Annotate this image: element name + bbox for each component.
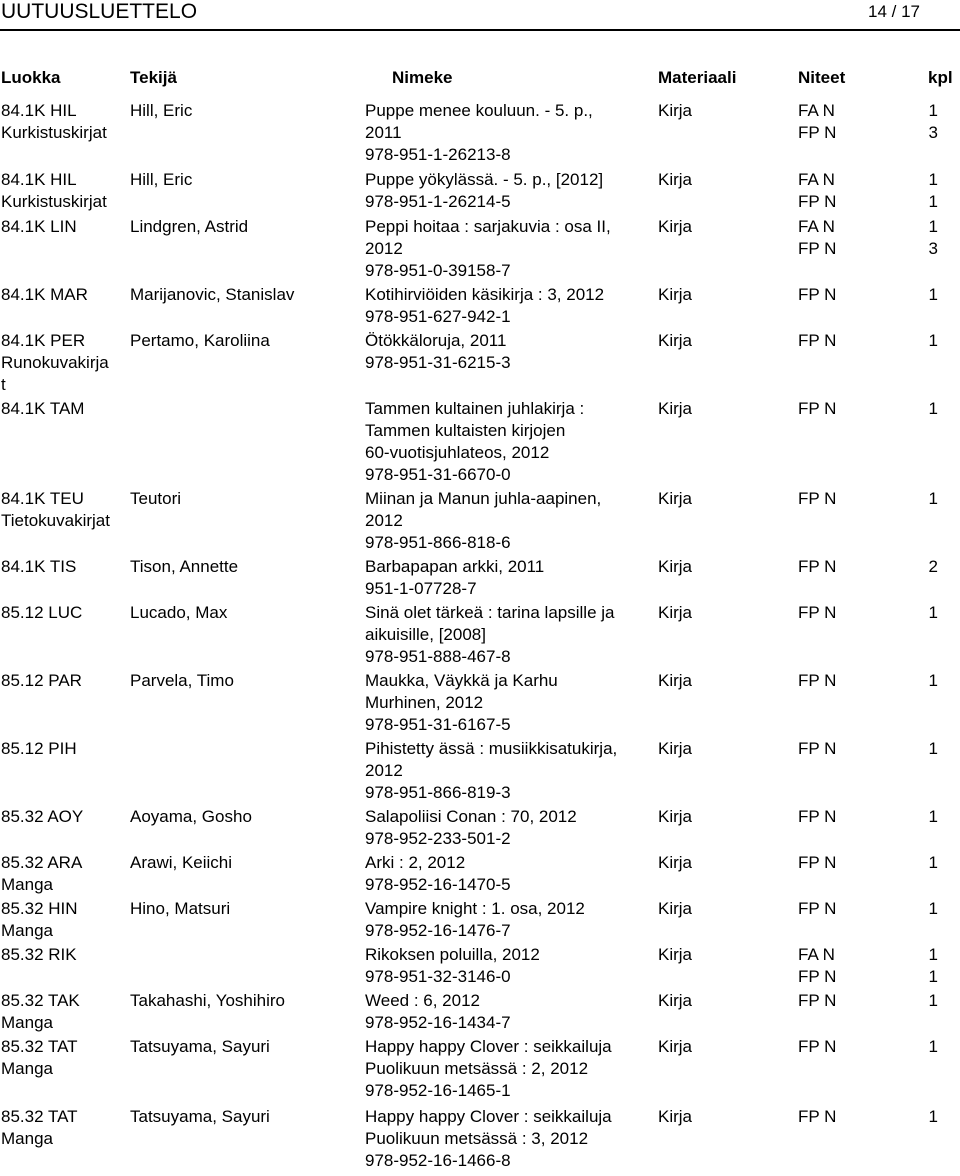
cell-niteet-line: FP N xyxy=(798,331,837,350)
cell-kpl-line: 1 xyxy=(928,1037,938,1056)
cell-nimeke xyxy=(365,944,651,988)
table-row xyxy=(0,100,960,169)
cell-niteet-line: FA N xyxy=(798,170,835,189)
cell-nimeke xyxy=(365,990,651,1034)
cell-nimeke-line: Maukka, Väykkä ja Karhu xyxy=(365,671,558,690)
cell-nimeke-line: 978-951-888-467-8 xyxy=(365,647,511,666)
cell-nimeke-line: 2012 xyxy=(365,239,403,258)
cell-tekija xyxy=(130,990,358,1012)
cell-tekija-line: Aoyama, Gosho xyxy=(130,807,252,826)
cell-kpl-line: 1 xyxy=(928,603,938,622)
cell-kpl xyxy=(920,488,938,510)
cell-materiaali xyxy=(658,944,692,966)
cell-kpl-line: 2 xyxy=(928,557,938,576)
cell-nimeke-line: Happy happy Clover : seikkailuja xyxy=(365,1107,612,1126)
cell-kpl-line: 1 xyxy=(928,945,938,964)
cell-niteet-line: FA N xyxy=(798,217,835,236)
header-divider xyxy=(0,29,960,31)
cell-tekija xyxy=(130,169,358,191)
cell-materiaali-line: Kirja xyxy=(658,671,693,690)
cell-nimeke-line: Puppe yökylässä. - 5. p., [2012] xyxy=(365,170,604,189)
cell-luokka xyxy=(1,670,121,692)
cell-tekija-line xyxy=(130,944,358,966)
cell-nimeke xyxy=(365,284,651,328)
cell-nimeke-line: 978-951-1-26213-8 xyxy=(365,145,511,164)
cell-tekija xyxy=(130,670,358,692)
column-header-kpl: kpl xyxy=(928,68,953,87)
cell-luokka xyxy=(1,398,121,420)
cell-tekija-line: Tatsuyama, Sayuri xyxy=(130,1107,270,1126)
column-header-niteet: Niteet xyxy=(798,68,846,87)
cell-kpl xyxy=(920,398,938,420)
cell-kpl-line: 1 xyxy=(928,991,938,1010)
cell-materiaali-line: Kirja xyxy=(658,603,693,622)
cell-niteet xyxy=(798,944,836,988)
cell-niteet-line: FP N xyxy=(798,967,837,986)
column-header-materiaali: Materiaali xyxy=(658,68,737,87)
cell-nimeke-line: Puppe menee kouluun. - 5. p., xyxy=(365,101,593,120)
cell-materiaali-line: Kirja xyxy=(658,331,693,350)
cell-tekija-line: Teutori xyxy=(130,489,182,508)
cell-niteet-line: FP N xyxy=(798,807,837,826)
cell-nimeke xyxy=(365,670,651,736)
cell-kpl-line: 3 xyxy=(928,123,938,142)
cell-materiaali-line: Kirja xyxy=(658,807,693,826)
cell-tekija-line: Tison, Annette xyxy=(130,557,239,576)
cell-kpl xyxy=(920,330,938,352)
cell-kpl xyxy=(920,852,938,874)
cell-luokka xyxy=(1,990,121,1034)
cell-luokka-line: 85.32 ARA xyxy=(1,853,83,872)
cell-materiaali-line: Kirja xyxy=(658,739,693,758)
column-headers xyxy=(0,68,960,88)
cell-nimeke-line: 2011 xyxy=(365,123,402,142)
table-row xyxy=(0,670,960,738)
cell-nimeke-line: 978-951-627-942-1 xyxy=(365,307,511,326)
cell-niteet xyxy=(798,1106,836,1128)
cell-nimeke-line: 978-951-0-39158-7 xyxy=(365,261,511,280)
cell-niteet xyxy=(798,488,836,510)
cell-luokka-line: 84.1K TIS xyxy=(1,557,77,576)
cell-kpl-line: 1 xyxy=(928,899,938,918)
cell-luokka xyxy=(1,330,121,396)
table-row xyxy=(0,852,960,898)
cell-niteet xyxy=(798,852,836,874)
cell-materiaali-line: Kirja xyxy=(658,991,693,1010)
cell-tekija xyxy=(130,944,358,966)
cell-materiaali-line: Kirja xyxy=(658,285,693,304)
cell-niteet-line: FP N xyxy=(798,671,837,690)
cell-luokka-line: Kurkistuskirjat xyxy=(1,123,107,142)
cell-luokka xyxy=(1,806,121,828)
cell-materiaali xyxy=(658,556,692,578)
cell-tekija xyxy=(130,898,358,920)
cell-kpl-line: 3 xyxy=(928,239,938,258)
cell-kpl xyxy=(920,990,938,1012)
cell-niteet-line: FP N xyxy=(798,1107,837,1126)
cell-nimeke-line: Peppi hoitaa : sarjakuvia : osa II, xyxy=(365,217,611,236)
cell-niteet xyxy=(798,670,836,692)
cell-nimeke-line: Pihistetty ässä : musiikkisatukirja, xyxy=(365,739,618,758)
cell-kpl-line: 1 xyxy=(928,807,938,826)
cell-kpl xyxy=(920,1106,938,1128)
column-header-nimeke: Nimeke xyxy=(392,68,453,87)
cell-nimeke-line: Tammen kultainen juhlakirja : xyxy=(365,399,585,418)
cell-tekija-line: Takahashi, Yoshihiro xyxy=(130,991,286,1010)
cell-niteet xyxy=(798,1036,836,1058)
cell-materiaali xyxy=(658,398,692,420)
cell-niteet xyxy=(798,990,836,1012)
cell-luokka-line: Tietokuvakirjat xyxy=(1,511,110,530)
cell-nimeke-line: 978-951-1-26214-5 xyxy=(365,192,511,211)
cell-materiaali xyxy=(658,100,692,122)
cell-nimeke-line: Puolikuun metsässä : 3, 2012 xyxy=(365,1129,589,1148)
cell-niteet-line: FP N xyxy=(798,192,837,211)
cell-nimeke xyxy=(365,216,651,282)
cell-niteet xyxy=(798,398,836,420)
cell-tekija-line: Marijanovic, Stanislav xyxy=(130,285,295,304)
cell-luokka-line: 84.1K TEU xyxy=(1,489,84,508)
cell-materiaali-line: Kirja xyxy=(658,489,693,508)
cell-nimeke-line: 951-1-07728-7 xyxy=(365,579,477,598)
cell-niteet-line: FP N xyxy=(798,853,837,872)
table-row xyxy=(0,398,960,488)
cell-tekija xyxy=(130,330,358,352)
cell-niteet-line: FA N xyxy=(798,101,835,120)
cell-niteet-line: FP N xyxy=(798,239,837,258)
cell-tekija-line: Hino, Matsuri xyxy=(130,899,231,918)
catalogue-list xyxy=(0,100,960,1176)
cell-nimeke-line: 978-951-866-819-3 xyxy=(365,783,511,802)
cell-nimeke xyxy=(365,398,651,486)
cell-nimeke-line: 978-951-32-3146-0 xyxy=(365,967,511,986)
cell-nimeke-line: 978-952-16-1476-7 xyxy=(365,921,511,940)
cell-nimeke-line: Puolikuun metsässä : 2, 2012 xyxy=(365,1059,589,1078)
cell-nimeke-line: 978-952-16-1466-8 xyxy=(365,1151,511,1170)
cell-luokka xyxy=(1,738,121,760)
cell-tekija xyxy=(130,738,358,760)
cell-materiaali-line: Kirja xyxy=(658,217,693,236)
cell-materiaali xyxy=(658,806,692,828)
cell-nimeke xyxy=(365,330,651,374)
cell-kpl-line: 1 xyxy=(928,967,938,986)
table-row xyxy=(0,284,960,330)
cell-luokka xyxy=(1,898,121,942)
cell-materiaali-line: Kirja xyxy=(658,1037,693,1056)
cell-nimeke-line: Happy happy Clover : seikkailuja xyxy=(365,1037,612,1056)
cell-nimeke-line: Sinä olet tärkeä : tarina lapsille ja xyxy=(365,603,615,622)
cell-materiaali xyxy=(658,670,692,692)
cell-nimeke xyxy=(365,898,651,942)
cell-niteet-line: FP N xyxy=(798,899,837,918)
cell-luokka-line: Manga xyxy=(1,1059,53,1078)
cell-tekija-line: Hill, Eric xyxy=(130,101,193,120)
cell-tekija xyxy=(130,284,358,306)
table-row xyxy=(0,1036,960,1106)
cell-nimeke-line: 978-952-16-1434-7 xyxy=(365,1013,511,1032)
cell-kpl-line: 1 xyxy=(928,399,938,418)
cell-niteet xyxy=(798,738,836,760)
cell-niteet xyxy=(798,898,836,920)
cell-tekija-line: Lindgren, Astrid xyxy=(130,217,249,236)
cell-kpl xyxy=(920,1036,938,1058)
cell-nimeke-line: 978-952-233-501-2 xyxy=(365,829,511,848)
cell-nimeke xyxy=(365,852,651,896)
table-row xyxy=(0,738,960,806)
cell-nimeke-line: Kotihirviöiden käsikirja : 3, 2012 xyxy=(365,285,605,304)
cell-tekija-line: Hill, Eric xyxy=(130,170,193,189)
cell-nimeke xyxy=(365,806,651,850)
cell-kpl-line: 1 xyxy=(928,671,938,690)
cell-tekija-line: Arawi, Keiichi xyxy=(130,853,233,872)
table-row xyxy=(0,602,960,670)
cell-nimeke-line: Tammen kultaisten kirjojen xyxy=(365,421,566,440)
cell-niteet-line: FA N xyxy=(798,945,835,964)
cell-niteet-line: FP N xyxy=(798,991,837,1010)
cell-luokka-line: Manga xyxy=(1,1013,53,1032)
cell-niteet xyxy=(798,216,836,260)
cell-luokka-line: Manga xyxy=(1,921,53,940)
cell-tekija-line xyxy=(130,398,358,420)
column-header-tekija: Tekijä xyxy=(130,68,177,87)
cell-luokka-line: 84.1K HIL xyxy=(1,101,77,120)
cell-materiaali-line: Kirja xyxy=(658,170,693,189)
cell-kpl-line: 1 xyxy=(928,331,938,350)
cell-luokka-line: 84.1K TAM xyxy=(1,399,85,418)
table-row xyxy=(0,169,960,216)
cell-luokka-line: 85.32 TAK xyxy=(1,991,80,1010)
cell-luokka-line: 84.1K PER xyxy=(1,331,86,350)
cell-luokka-line: Manga xyxy=(1,1129,53,1148)
cell-tekija xyxy=(130,488,358,510)
cell-tekija xyxy=(130,556,358,578)
table-row xyxy=(0,216,960,284)
cell-materiaali xyxy=(658,330,692,352)
page-number: 14 / 17 xyxy=(868,2,920,21)
table-row xyxy=(0,1106,960,1176)
cell-nimeke-line: Miinan ja Manun juhla-aapinen, xyxy=(365,489,602,508)
cell-tekija xyxy=(130,1036,358,1058)
cell-nimeke xyxy=(365,488,651,554)
cell-nimeke-line: Rikoksen poluilla, 2012 xyxy=(365,945,540,964)
cell-luokka-line: Runokuvakirja xyxy=(1,353,109,372)
document-title: UUTUUSLUETTELO xyxy=(1,0,198,23)
cell-kpl xyxy=(920,670,938,692)
cell-luokka xyxy=(1,488,121,532)
cell-niteet xyxy=(798,602,836,624)
cell-kpl xyxy=(920,602,938,624)
cell-materiaali xyxy=(658,1106,692,1128)
cell-nimeke-line: 2012 xyxy=(365,511,403,530)
cell-materiaali xyxy=(658,602,692,624)
cell-luokka-line: 85.32 RIK xyxy=(1,945,77,964)
table-row xyxy=(0,330,960,398)
cell-tekija xyxy=(130,602,358,624)
cell-materiaali xyxy=(658,284,692,306)
cell-nimeke-line: Ötökkäloruja, 2011 xyxy=(365,331,507,350)
cell-materiaali xyxy=(658,738,692,760)
cell-niteet-line: FP N xyxy=(798,1037,837,1056)
cell-nimeke-line: 978-952-16-1470-5 xyxy=(365,875,511,894)
cell-niteet-line: FP N xyxy=(798,285,837,304)
cell-materiaali-line: Kirja xyxy=(658,853,693,872)
cell-nimeke-line: Salapoliisi Conan : 70, 2012 xyxy=(365,807,577,826)
cell-nimeke-line: Arki : 2, 2012 xyxy=(365,853,466,872)
cell-niteet xyxy=(798,169,836,213)
cell-materiaali xyxy=(658,488,692,510)
cell-kpl xyxy=(920,738,938,760)
cell-materiaali xyxy=(658,1036,692,1058)
table-row xyxy=(0,944,960,990)
cell-nimeke xyxy=(365,556,651,600)
cell-kpl-line: 1 xyxy=(928,101,938,120)
cell-nimeke-line: aikuisille, [2008] xyxy=(365,625,486,644)
table-row xyxy=(0,898,960,944)
cell-niteet-line: FP N xyxy=(798,557,837,576)
cell-tekija-line: Lucado, Max xyxy=(130,603,228,622)
cell-kpl xyxy=(920,169,938,213)
cell-kpl xyxy=(920,216,938,260)
cell-luokka-line: 84.1K LIN xyxy=(1,217,77,236)
cell-kpl xyxy=(920,944,938,988)
cell-kpl xyxy=(920,898,938,920)
cell-tekija-line: Tatsuyama, Sayuri xyxy=(130,1037,270,1056)
cell-tekija-line: Pertamo, Karoliina xyxy=(130,331,270,350)
cell-niteet-line: FP N xyxy=(798,739,837,758)
cell-nimeke-line: 978-951-866-818-6 xyxy=(365,533,511,552)
cell-tekija xyxy=(130,216,358,238)
cell-niteet xyxy=(798,556,836,578)
cell-nimeke xyxy=(365,738,651,804)
cell-nimeke xyxy=(365,1106,651,1172)
cell-materiaali-line: Kirja xyxy=(658,1107,693,1126)
cell-luokka xyxy=(1,944,121,966)
cell-tekija-line xyxy=(130,738,358,760)
cell-nimeke-line: 978-951-31-6670-0 xyxy=(365,465,511,484)
cell-materiaali-line: Kirja xyxy=(658,899,693,918)
cell-nimeke xyxy=(365,602,651,668)
cell-kpl-line: 1 xyxy=(928,1107,938,1126)
cell-niteet xyxy=(798,284,836,306)
page-header xyxy=(0,0,960,28)
cell-nimeke-line: Vampire knight : 1. osa, 2012 xyxy=(365,899,585,918)
table-row xyxy=(0,488,960,556)
cell-nimeke xyxy=(365,1036,651,1102)
cell-tekija xyxy=(130,100,358,122)
cell-niteet xyxy=(798,100,836,144)
cell-nimeke xyxy=(365,169,651,213)
cell-kpl-line: 1 xyxy=(928,285,938,304)
cell-niteet-line: FP N xyxy=(798,399,837,418)
cell-luokka-line: 85.12 PIH xyxy=(1,739,77,758)
cell-kpl xyxy=(920,556,938,578)
table-row xyxy=(0,556,960,602)
cell-tekija xyxy=(130,398,358,420)
cell-luokka-line: 85.32 HIN xyxy=(1,899,78,918)
cell-tekija xyxy=(130,852,358,874)
cell-niteet xyxy=(798,330,836,352)
cell-niteet xyxy=(798,806,836,828)
cell-luokka xyxy=(1,100,121,144)
cell-kpl xyxy=(920,284,938,306)
cell-luokka-line: t xyxy=(1,375,6,394)
cell-kpl-line: 1 xyxy=(928,170,938,189)
cell-luokka xyxy=(1,169,121,213)
cell-kpl-line: 1 xyxy=(928,489,938,508)
cell-nimeke-line: Weed : 6, 2012 xyxy=(365,991,480,1010)
cell-materiaali xyxy=(658,898,692,920)
cell-luokka-line: 84.1K MAR xyxy=(1,285,88,304)
cell-luokka-line: 85.12 LUC xyxy=(1,603,83,622)
cell-luokka xyxy=(1,852,121,896)
cell-tekija xyxy=(130,1106,358,1128)
cell-luokka-line: 85.32 TAT xyxy=(1,1107,78,1126)
cell-niteet-line: FP N xyxy=(798,123,837,142)
column-header-luokka: Luokka xyxy=(1,68,61,87)
cell-tekija-line: Parvela, Timo xyxy=(130,671,234,690)
cell-tekija xyxy=(130,806,358,828)
cell-luokka xyxy=(1,284,121,306)
cell-luokka-line: 85.12 PAR xyxy=(1,671,82,690)
cell-materiaali-line: Kirja xyxy=(658,101,693,120)
cell-kpl-line: 1 xyxy=(928,853,938,872)
cell-niteet-line: FP N xyxy=(798,489,837,508)
cell-luokka-line: 85.32 AOY xyxy=(1,807,84,826)
cell-luokka xyxy=(1,1106,121,1150)
cell-materiaali-line: Kirja xyxy=(658,399,693,418)
cell-nimeke-line: 978-951-31-6215-3 xyxy=(365,353,511,372)
cell-luokka xyxy=(1,556,121,578)
cell-niteet-line: FP N xyxy=(798,603,837,622)
cell-nimeke-line: 60-vuotisjuhlateos, 2012 xyxy=(365,443,550,462)
cell-luokka-line: Manga xyxy=(1,875,53,894)
cell-kpl-line: 1 xyxy=(928,217,938,236)
cell-luokka-line: Kurkistuskirjat xyxy=(1,192,107,211)
cell-luokka xyxy=(1,1036,121,1080)
cell-materiaali xyxy=(658,216,692,238)
cell-materiaali-line: Kirja xyxy=(658,557,693,576)
cell-luokka-line: 85.32 TAT xyxy=(1,1037,78,1056)
cell-nimeke-line: 978-951-31-6167-5 xyxy=(365,715,511,734)
table-row xyxy=(0,806,960,852)
table-row xyxy=(0,990,960,1036)
cell-kpl xyxy=(920,100,938,144)
cell-nimeke xyxy=(365,100,651,166)
cell-luokka xyxy=(1,602,121,624)
cell-luokka xyxy=(1,216,121,238)
cell-materiaali-line: Kirja xyxy=(658,945,693,964)
cell-kpl xyxy=(920,806,938,828)
cell-nimeke-line: Barbapapan arkki, 2011 xyxy=(365,557,545,576)
cell-kpl-line: 1 xyxy=(928,739,938,758)
cell-materiaali xyxy=(658,990,692,1012)
cell-nimeke-line: 2012 xyxy=(365,761,403,780)
cell-materiaali xyxy=(658,169,692,191)
cell-nimeke-line: Murhinen, 2012 xyxy=(365,693,484,712)
cell-nimeke-line: 978-952-16-1465-1 xyxy=(365,1081,511,1100)
cell-materiaali xyxy=(658,852,692,874)
cell-luokka-line: 84.1K HIL xyxy=(1,170,77,189)
cell-kpl-line: 1 xyxy=(928,192,938,211)
